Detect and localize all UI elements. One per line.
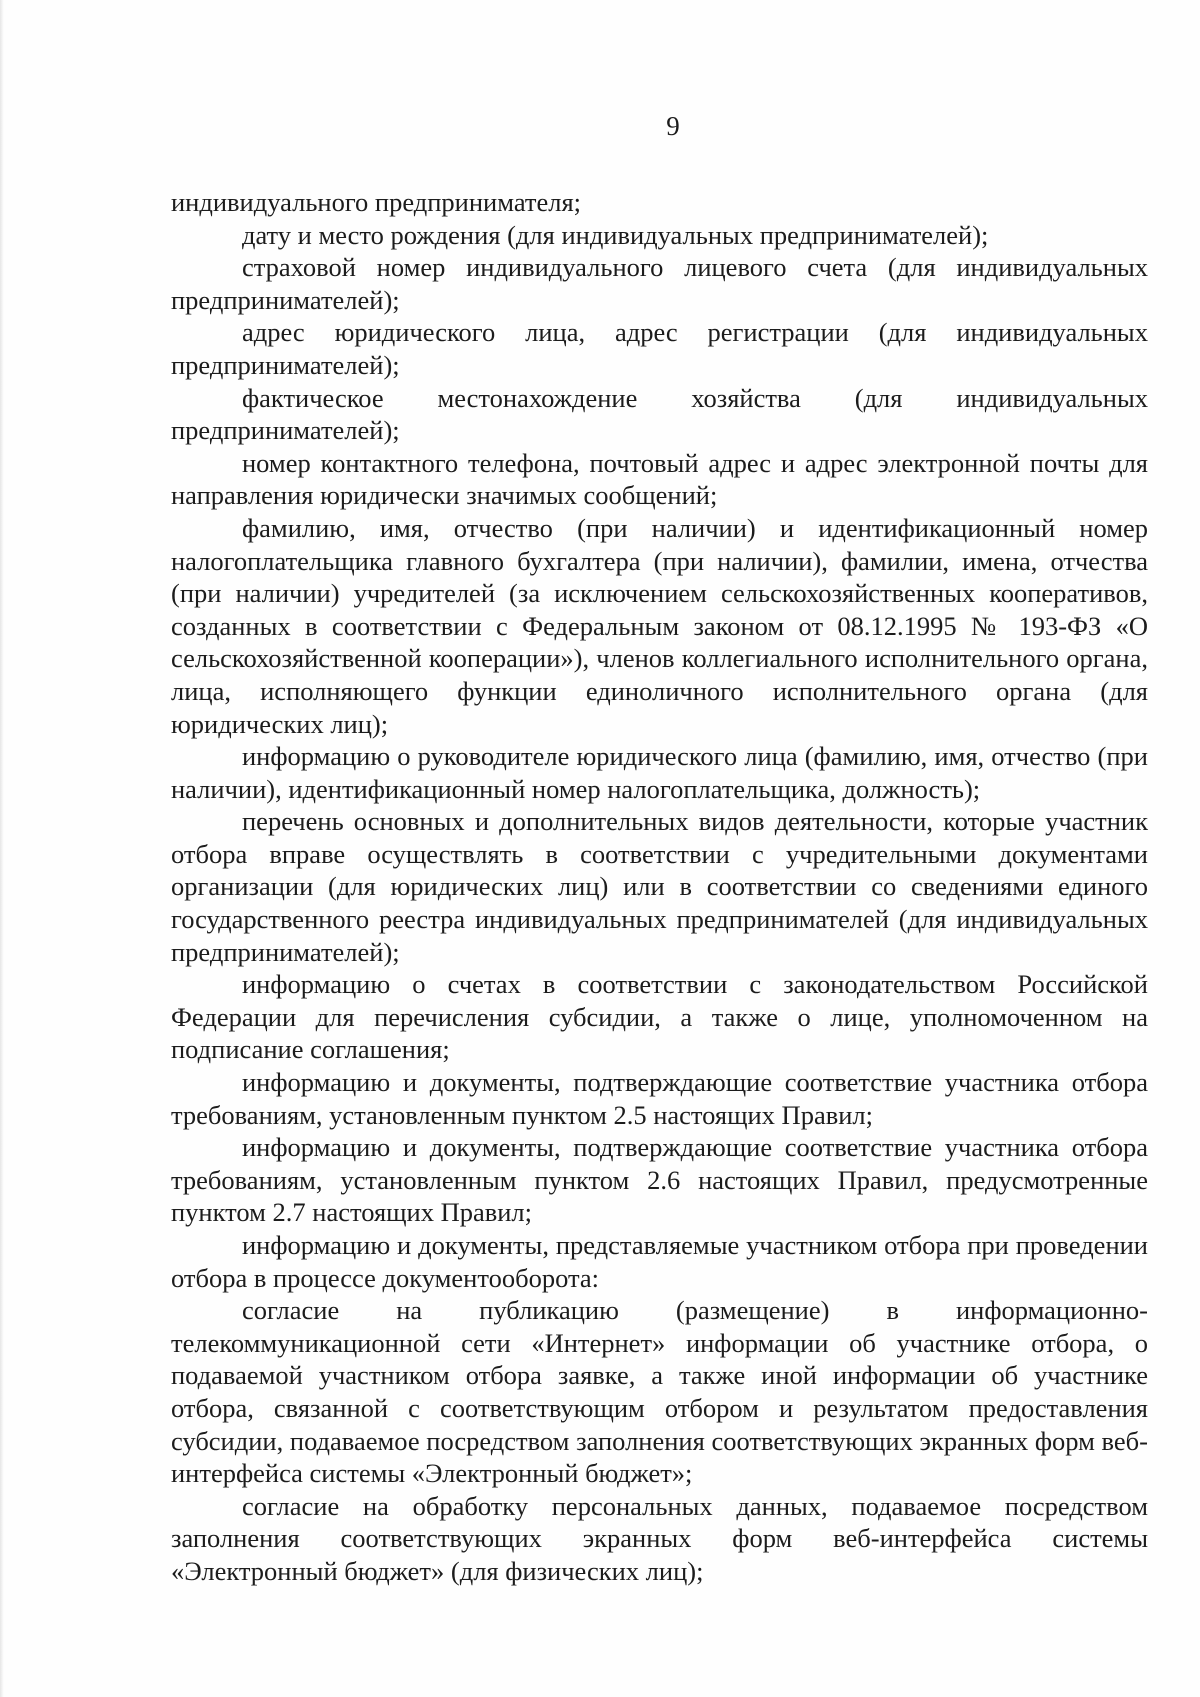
paragraph-requirements-2-5: информацию и документы, подтверждающие соответствие участника отбора требованиям, установленным пунктом 2.5 настоящих Правил; xyxy=(171,1067,1148,1130)
document-body xyxy=(171,186,1148,1588)
scan-edge-shadow xyxy=(0,0,4,1697)
paragraph-insurance-number: страховой номер индивидуального лицевого счета (для индивидуальных предпринимателей); xyxy=(171,252,1148,315)
paragraph-head-info: информацию о руководителе юридического лица (фамилию, имя, отчество (при наличии), идентификационный номер налогоплательщика, должность); xyxy=(171,741,1148,804)
paragraph-activities-list: перечень основных и дополнительных видов деятельности, которые участник отбора вправе осуществлять в соответствии с учредительными документами организации (для юридических лиц) или в соответствии со сведениями единого государственного реестра индивидуальных предпринимателей (для индивидуальных предпринимателей); xyxy=(171,806,1148,967)
paragraph-requirements-2-6: информацию и документы, подтверждающие соответствие участника отбора требованиям, установленным пунктом 2.6 настоящих Правил, предусмотренные пунктом 2.7 настоящих Правил; xyxy=(171,1132,1148,1228)
paragraph-contact-info: номер контактного телефона, почтовый адрес и адрес электронной почты для направления юридически значимых сообщений; xyxy=(171,447,1148,511)
paragraph-ip-name-continuation: индивидуального предпринимателя; xyxy=(171,187,582,217)
paragraph-personal-data-consent: согласие на обработку персональных данных, подаваемое посредством заполнения соответствующих экранных форм веб-интерфейса системы «Электронный бюджет» (для физических лиц); xyxy=(171,1490,1148,1586)
page-number: 9 xyxy=(666,111,680,141)
paragraph-document-flow: информацию и документы, представляемые участником отбора при проведении отбора в процессе документооборота: xyxy=(171,1230,1148,1293)
paragraph-legal-address: адрес юридического лица, адрес регистрации (для индивидуальных предпринимателей); xyxy=(171,317,1148,380)
paragraph-publication-consent: согласие на публикацию (размещение) в информационно-телекоммуникационной сети «Интернет» информации об участнике отбора, о подаваемой участником отбора заявке, а также иной информации об участнике отбора, связанной с соответствующим отбором и результатом предоставления субсидии, подаваемое посредством заполнения соответствующих экранных форм веб-интерфейса системы «Электронный бюджет»; xyxy=(171,1295,1148,1489)
paragraph-accountant-founders: фамилию, имя, отчество (при наличии) и идентификационный номер налогоплательщика главного бухгалтера (при наличии), фамилии, имена, отчества (при наличии) учредителей (за исключением сельскохозяйственных кооперативов, созданных в соответствии с Федеральным законом от 08.12.1995 № 193-ФЗ «О сельскохозяйственной кооперации»), членов коллегиального исполнительного органа, лица, исполняющего функции единоличного исполнительного органа (для юридических лиц); xyxy=(171,512,1148,739)
paragraph-bank-accounts: информацию о счетах в соответствии с законодательством Российской Федерации для перечисления субсидии, а также о лице, уполномоченном на подписание соглашения; xyxy=(171,969,1148,1065)
paragraph-birth-date-place: дату и место рождения (для индивидуальных предпринимателей); xyxy=(242,219,989,250)
paragraph-actual-location: фактическое местонахождение хозяйства (для индивидуальных предпринимателей); xyxy=(171,382,1148,446)
